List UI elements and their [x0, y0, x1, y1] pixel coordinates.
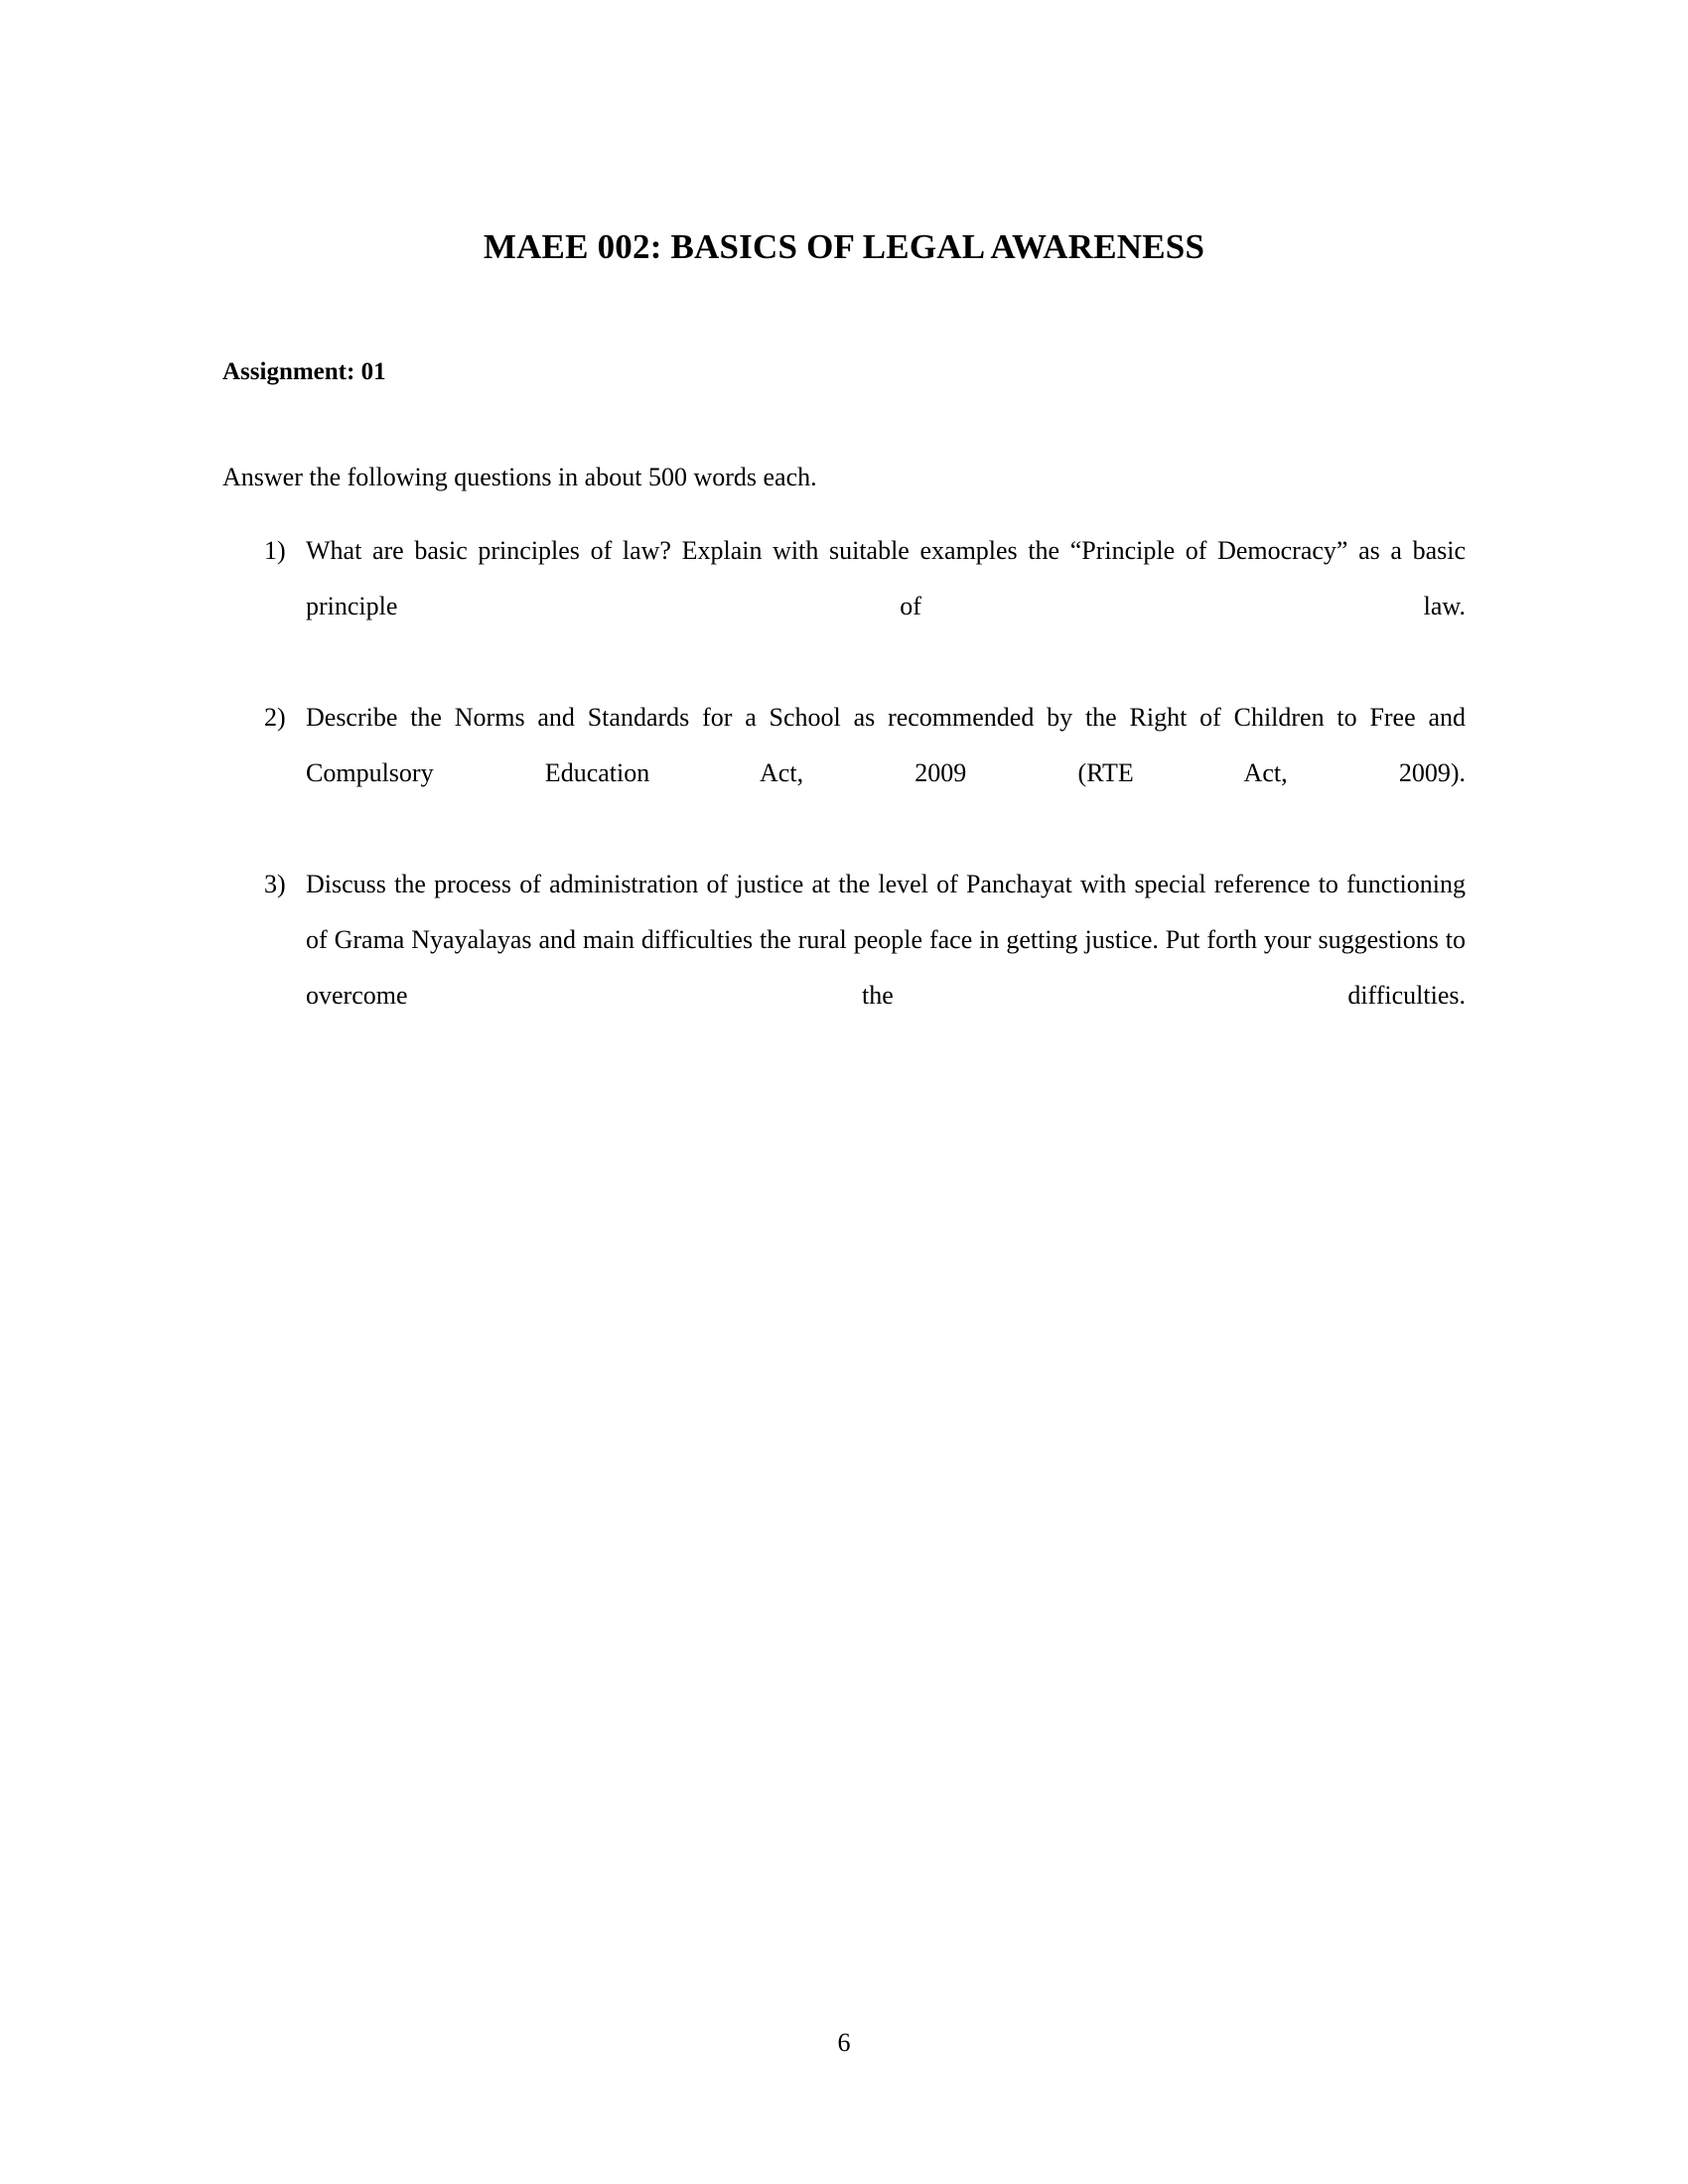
page-title: MAEE 002: BASICS OF LEGAL AWARENESS — [483, 227, 1205, 266]
question-text: What are basic principles of law? Explain with suitable examples the “Principle of Democracy” as a basic principle of law. — [306, 536, 1466, 620]
list-item — [222, 690, 1466, 857]
page-number: 6 — [837, 2028, 851, 2057]
assignment-label: Assignment: 01 — [222, 358, 386, 385]
question-text: Discuss the process of administration of justice at the level of Panchayat with special reference to functioning of Grama Nyayalayas and main difficulties the rural people face in getting justice. Put forth your suggestions to overcome the difficulties. — [306, 870, 1466, 1010]
question-number: 3) — [264, 870, 286, 898]
question-list — [222, 523, 1466, 1079]
question-text: Describe the Norms and Standards for a School as recommended by the Right of Children to Free and Compulsory Education Act, 2009 (RTE Act, 2009). — [306, 703, 1466, 787]
question-number: 1) — [264, 536, 286, 565]
instruction-text: Answer the following questions in about 500 words each. — [222, 463, 817, 491]
list-item — [222, 523, 1466, 690]
question-number: 2) — [264, 703, 286, 732]
list-item — [222, 857, 1466, 1079]
